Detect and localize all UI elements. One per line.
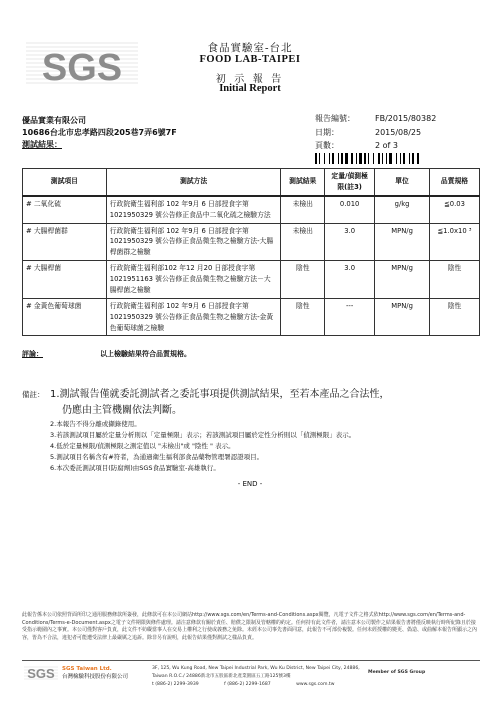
cell-limit: 0.010 — [325, 196, 375, 223]
cell-item: # 金黃色葡萄球菌 — [23, 298, 107, 336]
cell-item: # 二氧化硫 — [23, 196, 107, 223]
note-1b: 仍應由主管機關依法判斷。 — [62, 405, 182, 416]
cell-unit: MPN/g — [375, 223, 430, 261]
cell-method: 行政院衛生福利部 102 年9月 6 日部授食字第1021950329 號公告修正食品中二氧化硫之檢驗方法 — [106, 196, 281, 223]
note-4: 4.低於定量極限/偵測極限之測定值以 "未檢出"或 "陰性 " 表示。 — [50, 442, 235, 450]
footer-company-cn: 台灣檢驗科技股份有限公司 — [62, 674, 129, 680]
footer-divider — [22, 660, 480, 661]
comment-text: 以上檢驗結果符合品質規格。 — [100, 350, 191, 358]
footer-web: www.sgs.com.tw — [296, 682, 335, 687]
table-header-row — [23, 169, 480, 196]
report-date-label: 日期： — [315, 128, 339, 137]
footer-fax: f (886-2) 2299-1687 — [224, 682, 271, 687]
client-address: 10686台北市忠孝路四段205巷7弄6號7F — [22, 128, 177, 137]
cell-result: 陰性 — [281, 261, 325, 299]
cell-result: 陰性 — [281, 298, 325, 336]
lab-name-cn: 食品實驗室-台北 — [207, 43, 293, 54]
note-1 — [22, 387, 480, 419]
report-type-en: Initial Report — [219, 83, 281, 94]
cell-item: # 大腸桿菌群 — [23, 223, 107, 261]
cell-spec: ≦0.03 — [430, 196, 480, 223]
note-2: 2.本報告不得分離或擷錄使用。 — [50, 420, 141, 428]
page-count-label: 頁數： — [315, 141, 339, 150]
note-6: 6.本次委託測試項目(防腐劑)由SGS食品實驗室-高雄執行。 — [50, 464, 220, 472]
footer-company — [62, 665, 128, 681]
table-row — [23, 298, 480, 336]
report-date — [315, 127, 421, 138]
cell-spec: ≦1.0x10 ³ — [430, 223, 480, 261]
cell-result: 未檢出 — [281, 223, 325, 261]
lab-name-en: FOOD LAB-TAIPEI — [199, 54, 301, 65]
comment-label: 評論： — [22, 350, 43, 358]
report-number-label: 報告編號： — [315, 114, 355, 123]
header-test-result: 測試結果 — [281, 169, 325, 196]
cell-unit: MPN/g — [375, 261, 430, 299]
comment-line — [22, 349, 480, 359]
note-1a: 1.測試報告僅就委託測試者之委託事項提供測試結果，至若本產品之合法性， — [50, 389, 390, 400]
note-5: 5.測試項目名稱含有#符者，為通過衛生福利部食品藥物管理署認證項目。 — [50, 453, 264, 461]
page-count-value: 2 of 3 — [375, 141, 398, 150]
cell-spec: 陰性 — [430, 261, 480, 299]
cell-unit: g/kg — [375, 196, 430, 223]
footer-contact — [152, 665, 362, 689]
cell-limit: 3.0 — [325, 223, 375, 261]
report-number-value: FB/2015/80382 — [375, 114, 437, 123]
header-unit: 單位 — [375, 169, 430, 196]
test-result-label: 測試結果： — [22, 140, 62, 149]
cell-limit: --- — [325, 298, 375, 336]
header-limit: 定量/偵測極限(註3) — [325, 169, 375, 196]
footer-tel: t (886-2) 2299-3939 — [152, 682, 199, 687]
footer-address: 3F, 125, Wu Kung Road, New Taipei Industrial Park, Wu Ku District, New Taipei City, 24886, Taiwan R.O.C./ 24886新北市五股區新北產業園區五工路125號3樓 — [152, 666, 360, 679]
barcode — [315, 153, 475, 164]
end-marker: - END - — [237, 480, 263, 488]
footer-logo-text: SGS — [27, 666, 55, 681]
disclaimer-text: 此報告係本公司依照背面所印之通用服務條款所簽發，此條款可在本公司網站http://www.sgs.com/en/Terms-and-Conditions.aspx閱覽，凡電子文件之格式依http://www.sgs.com/en/Terms-and-Conditions/Terms-e-Document.aspx之電子文件期限與條件處理。請注意條款有關於責任、賠償之限制及管轄權的約定。任何持有此文件者，請注意本公司製作之結果報告書將僅反映執行時所紀錄且於接受指示範圍內之事實。本公司僅對客戶負責，此文件不妨礙當事人在交易上權利之行使或義務之免除。未經本公司事先書面同意，此報告不可部份複製。任何未經授權的變更、偽造、或曲解本報告所顯示之內容，皆為不合法，違犯者可能遭受法律上最嚴厲之追訴。除非另有說明，此報告結果僅對測試之樣品負責。 — [22, 612, 478, 641]
table-row — [23, 223, 480, 261]
cell-method: 行政院衛生福利部 102 年9月 6 日部授食字第1021950329 號公告修正食品微生物之檢驗方法-金黃色葡萄球菌之檢驗 — [106, 298, 281, 336]
results-table — [22, 168, 480, 336]
cell-item: # 大腸桿菌 — [23, 261, 107, 299]
report-number — [315, 113, 436, 124]
cell-method: 行政院衛生福利部 102 年9月 6 日部授食字第1021950329 號公告修正食品微生物之檢驗方法-大腸桿菌群之檢驗 — [106, 223, 281, 261]
footer-sgs-logo — [24, 664, 58, 682]
cell-result: 未檢出 — [281, 196, 325, 223]
cell-unit: MPN/g — [375, 298, 430, 336]
footer-member-text: Member of SGS Group — [368, 670, 426, 675]
report-type-cn: 初 示 報 告 — [215, 74, 285, 85]
header-spec: 品質規格 — [430, 169, 480, 196]
report-date-value: 2015/08/25 — [375, 128, 422, 137]
table-row — [23, 261, 480, 299]
note-3: 3.若該測試項目屬於定量分析則以「定量極限」表示；若該測試項目屬於定性分析則以「偵測極限」表示。 — [50, 431, 356, 439]
header-test-method: 測試方法 — [106, 169, 281, 196]
notes-prefix: 備註： — [22, 390, 45, 399]
client-name: 優品實業有限公司 — [22, 116, 86, 125]
footer-member — [368, 665, 483, 676]
footer-company-en: SGS Taiwan Ltd. — [62, 666, 112, 672]
table-row — [23, 196, 480, 223]
logo-text: SGS — [41, 47, 123, 89]
notes-section — [22, 387, 480, 474]
page-count — [315, 140, 398, 151]
cell-spec: 陰性 — [430, 298, 480, 336]
sgs-logo — [26, 38, 138, 90]
header-test-item: 測試項目 — [23, 169, 107, 196]
cell-limit: 3.0 — [325, 261, 375, 299]
cell-method: 行政院衛生福利部102 年12 月20 日部授食字第1021951163 號公告修正食品微生物之檢驗方法－大腸桿菌之檢驗 — [106, 261, 281, 299]
